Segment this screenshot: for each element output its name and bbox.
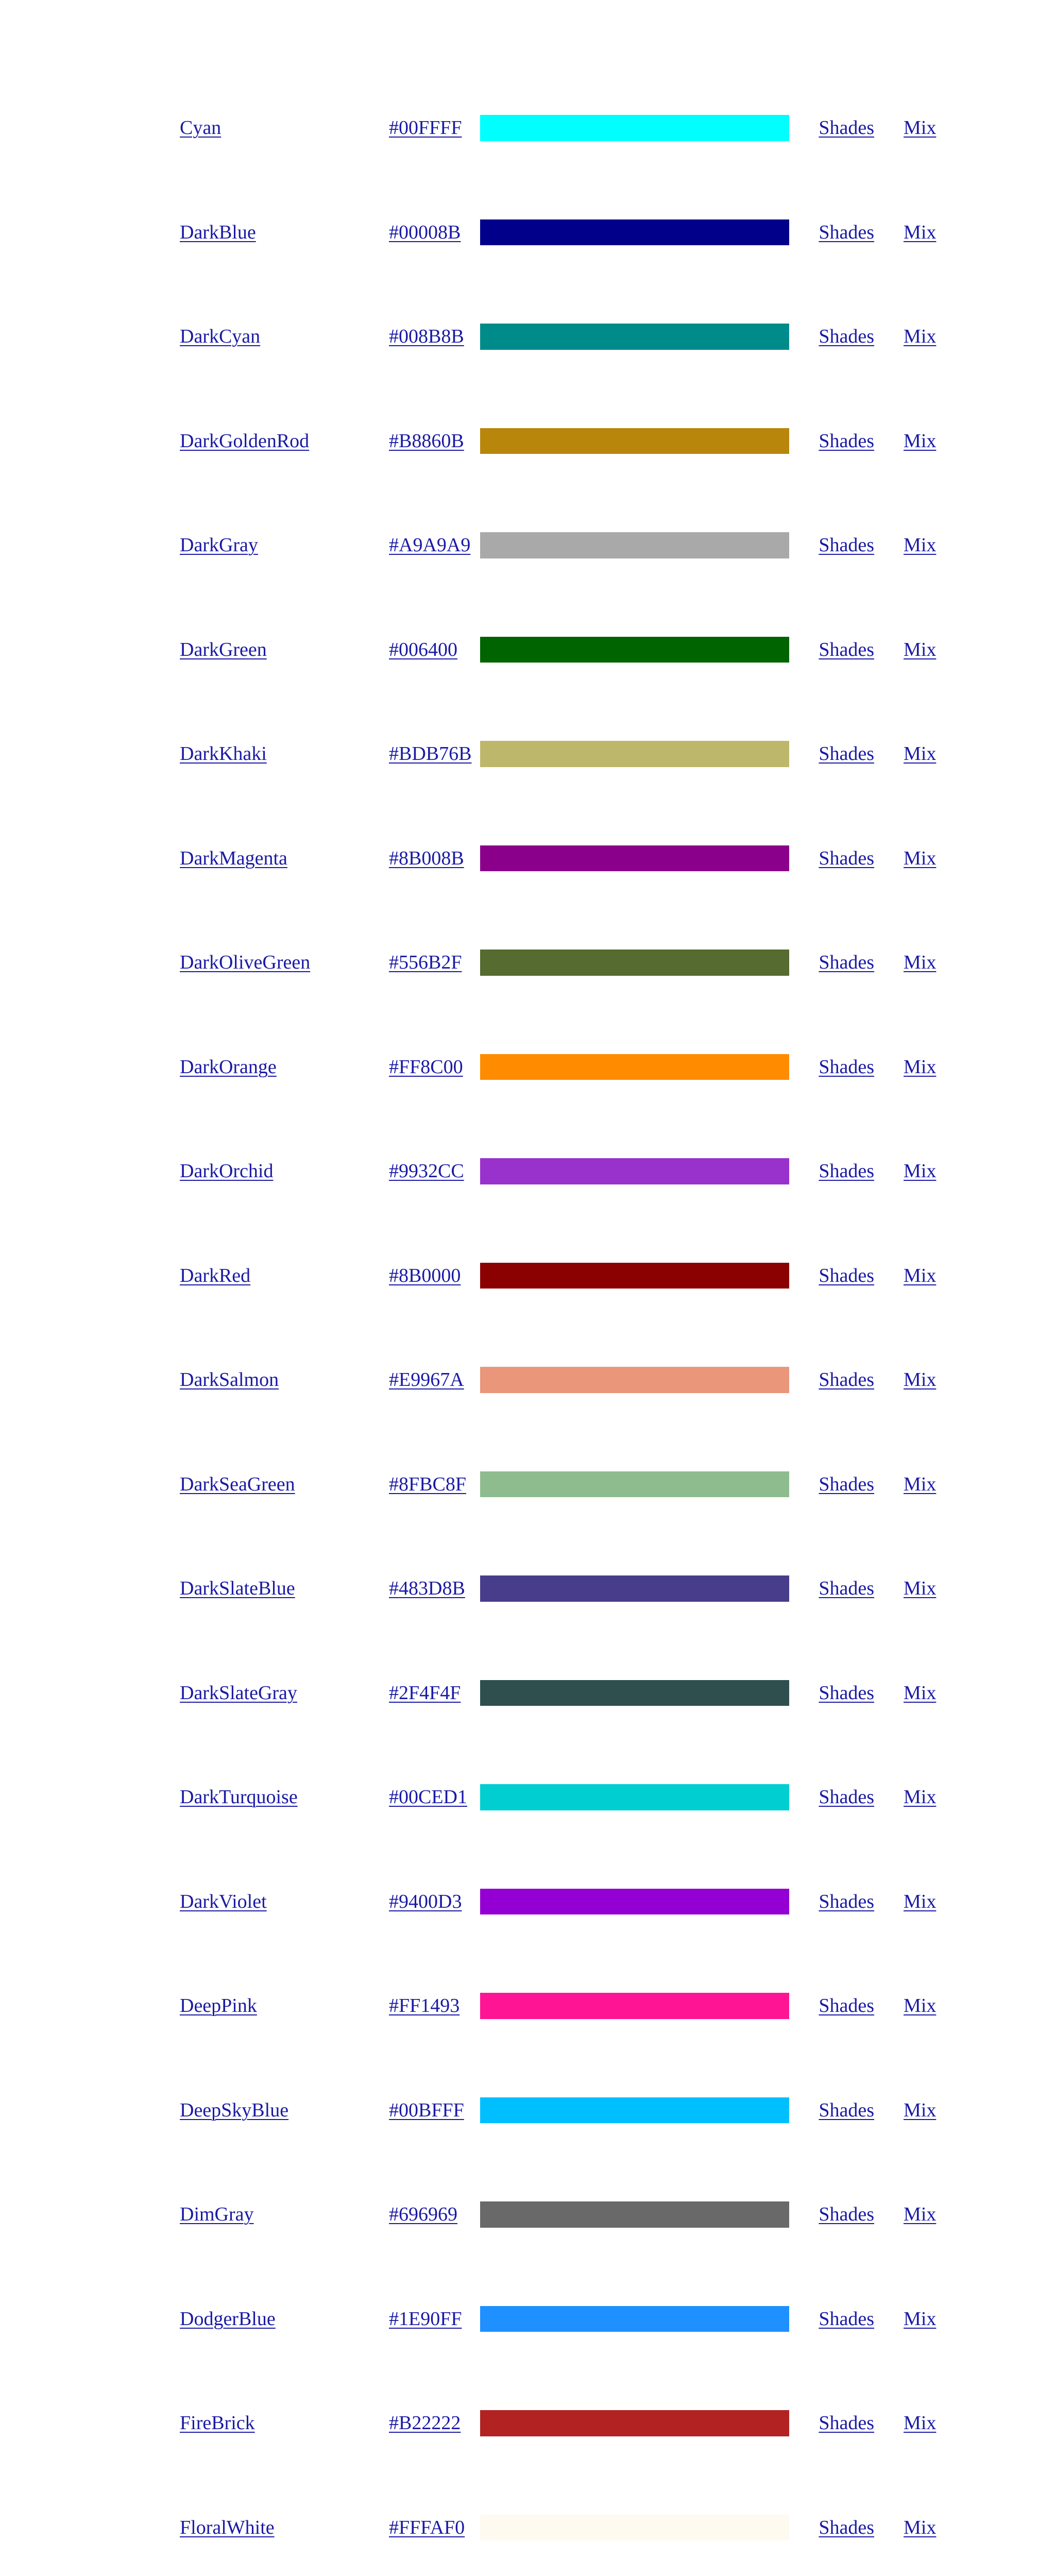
color-hex-cell bbox=[360, 1432, 480, 1537]
color-hex-link[interactable]: #BDB76B bbox=[389, 743, 471, 765]
table-row-darkolivegreen bbox=[150, 910, 936, 1015]
shades-link[interactable]: Shades bbox=[819, 2412, 874, 2434]
color-name-cell bbox=[150, 2371, 360, 2476]
mix-link[interactable]: Mix bbox=[904, 1891, 936, 1912]
color-swatch bbox=[480, 115, 789, 141]
mix-cell bbox=[874, 910, 936, 1015]
table-row-darkslateblue bbox=[150, 1536, 936, 1641]
mix-link[interactable]: Mix bbox=[904, 326, 936, 347]
color-swatch bbox=[480, 2306, 789, 2332]
color-hex-cell bbox=[360, 76, 480, 180]
color-swatch-cell bbox=[480, 2476, 789, 2576]
table-row-dodgerblue bbox=[150, 2267, 936, 2371]
mix-cell bbox=[874, 2162, 936, 2267]
color-swatch-cell bbox=[480, 284, 789, 389]
color-name-link[interactable]: DarkBlue bbox=[180, 222, 256, 243]
color-hex-link[interactable]: #8B0000 bbox=[389, 1265, 461, 1286]
color-hex-cell bbox=[360, 2476, 480, 2576]
color-swatch bbox=[480, 2201, 789, 2228]
shades-cell bbox=[789, 1328, 874, 1432]
color-hex-cell bbox=[360, 1119, 480, 1224]
color-name-link[interactable]: DarkTurquoise bbox=[180, 1786, 298, 1808]
color-hex-link[interactable]: #008B8B bbox=[389, 326, 464, 347]
shades-cell bbox=[789, 910, 874, 1015]
color-hex-cell bbox=[360, 2267, 480, 2371]
color-hex-link[interactable]: #00FFFF bbox=[389, 117, 462, 139]
shades-cell bbox=[789, 2267, 874, 2371]
color-hex-link[interactable]: #B8860B bbox=[389, 430, 464, 452]
table-row-darkturquoise bbox=[150, 1745, 936, 1850]
color-name-link[interactable]: DarkSalmon bbox=[180, 1369, 279, 1391]
color-hex-link[interactable]: #A9A9A9 bbox=[389, 534, 470, 556]
color-swatch-cell bbox=[480, 76, 789, 180]
color-swatch-cell bbox=[480, 1119, 789, 1224]
color-name-cell bbox=[150, 2162, 360, 2267]
table-row-deepskyblue bbox=[150, 2058, 936, 2163]
mix-cell bbox=[874, 2371, 936, 2476]
color-swatch-cell bbox=[480, 493, 789, 598]
table-row-darkmagenta bbox=[150, 806, 936, 911]
shades-cell bbox=[789, 1536, 874, 1641]
color-hex-link[interactable]: #FF1493 bbox=[389, 1995, 460, 2016]
color-name-cell bbox=[150, 1328, 360, 1432]
shades-cell bbox=[789, 702, 874, 806]
color-hex-cell bbox=[360, 180, 480, 285]
color-swatch bbox=[480, 1993, 789, 2019]
mix-cell bbox=[874, 1328, 936, 1432]
mix-link[interactable]: Mix bbox=[904, 117, 936, 139]
color-swatch-cell bbox=[480, 1224, 789, 1328]
mix-link[interactable]: Mix bbox=[904, 430, 936, 452]
color-swatch-cell bbox=[480, 2267, 789, 2371]
mix-link[interactable]: Mix bbox=[904, 222, 936, 243]
color-swatch bbox=[480, 950, 789, 976]
color-swatch-cell bbox=[480, 702, 789, 806]
shades-cell bbox=[789, 1954, 874, 2058]
mix-cell bbox=[874, 1119, 936, 1224]
mix-link[interactable]: Mix bbox=[904, 1265, 936, 1286]
shades-cell bbox=[789, 1015, 874, 1120]
color-name-link[interactable]: DimGray bbox=[180, 2204, 254, 2225]
shades-link[interactable]: Shades bbox=[819, 1578, 874, 1599]
table-row-firebrick bbox=[150, 2371, 936, 2476]
table-row-darkorange bbox=[150, 1015, 936, 1120]
color-swatch bbox=[480, 324, 789, 350]
mix-link[interactable]: Mix bbox=[904, 2204, 936, 2225]
table-row-darkcyan bbox=[150, 284, 936, 389]
table-row-darkgreen bbox=[150, 598, 936, 702]
color-swatch-cell bbox=[480, 1432, 789, 1537]
table-row-cyan bbox=[150, 76, 936, 180]
color-swatch bbox=[480, 1471, 789, 1498]
mix-link[interactable]: Mix bbox=[904, 2517, 936, 2538]
mix-cell bbox=[874, 389, 936, 494]
color-name-link[interactable]: Cyan bbox=[180, 117, 221, 139]
color-name-link[interactable]: DarkGreen bbox=[180, 639, 267, 660]
color-swatch bbox=[480, 637, 789, 663]
shades-link[interactable]: Shades bbox=[819, 1995, 874, 2016]
shades-link[interactable]: Shades bbox=[819, 848, 874, 869]
color-swatch bbox=[480, 1158, 789, 1184]
shades-link[interactable]: Shades bbox=[819, 2099, 874, 2121]
table-row-darkseagreen bbox=[150, 1432, 936, 1537]
mix-cell bbox=[874, 1850, 936, 1954]
color-name-link[interactable]: DarkGray bbox=[180, 534, 258, 556]
mix-cell bbox=[874, 1536, 936, 1641]
color-swatch bbox=[480, 219, 789, 246]
mix-link[interactable]: Mix bbox=[904, 743, 936, 765]
color-name-cell bbox=[150, 806, 360, 911]
table-row-dimgray bbox=[150, 2162, 936, 2267]
mix-cell bbox=[874, 1641, 936, 1745]
color-hex-link[interactable]: #FFFAF0 bbox=[389, 2517, 465, 2538]
color-name-link[interactable]: DeepPink bbox=[180, 1995, 257, 2016]
color-hex-cell bbox=[360, 1745, 480, 1850]
color-hex-link[interactable]: #00CED1 bbox=[389, 1786, 467, 1808]
shades-link[interactable]: Shades bbox=[819, 2308, 874, 2330]
mix-cell bbox=[874, 1015, 936, 1120]
shades-cell bbox=[789, 2058, 874, 2163]
color-swatch-cell bbox=[480, 1328, 789, 1432]
shades-link[interactable]: Shades bbox=[819, 1265, 874, 1286]
shades-link[interactable]: Shades bbox=[819, 1160, 874, 1182]
shades-link[interactable]: Shades bbox=[819, 2204, 874, 2225]
color-hex-cell bbox=[360, 389, 480, 494]
shades-link[interactable]: Shades bbox=[819, 639, 874, 660]
color-swatch bbox=[480, 532, 789, 558]
color-name-link[interactable]: FloralWhite bbox=[180, 2517, 275, 2538]
color-hex-cell bbox=[360, 702, 480, 806]
table-row-darksalmon bbox=[150, 1328, 936, 1432]
color-swatch bbox=[480, 1367, 789, 1393]
color-name-cell bbox=[150, 180, 360, 285]
mix-link[interactable]: Mix bbox=[904, 1578, 936, 1599]
color-hex-link[interactable]: #9932CC bbox=[389, 1160, 464, 1182]
color-name-cell bbox=[150, 2267, 360, 2371]
shades-link[interactable]: Shades bbox=[819, 326, 874, 347]
color-name-cell bbox=[150, 2058, 360, 2163]
mix-cell bbox=[874, 806, 936, 911]
color-hex-link[interactable]: #1E90FF bbox=[389, 2308, 462, 2330]
color-swatch bbox=[480, 1054, 789, 1080]
mix-link[interactable]: Mix bbox=[904, 848, 936, 869]
color-name-cell bbox=[150, 76, 360, 180]
color-hex-cell bbox=[360, 2371, 480, 2476]
color-swatch-cell bbox=[480, 2371, 789, 2476]
color-name-cell bbox=[150, 1224, 360, 1328]
mix-cell bbox=[874, 1745, 936, 1850]
color-swatch bbox=[480, 1575, 789, 1602]
color-hex-cell bbox=[360, 1224, 480, 1328]
color-swatch-cell bbox=[480, 1954, 789, 2058]
color-swatch-cell bbox=[480, 910, 789, 1015]
color-hex-cell bbox=[360, 2162, 480, 2267]
color-hex-cell bbox=[360, 1536, 480, 1641]
mix-link[interactable]: Mix bbox=[904, 2099, 936, 2121]
shades-cell bbox=[789, 493, 874, 598]
table-row-darkred bbox=[150, 1224, 936, 1328]
shades-link[interactable]: Shades bbox=[819, 743, 874, 765]
table-row-darkgoldenrod bbox=[150, 389, 936, 494]
table-row-darkgray bbox=[150, 493, 936, 598]
color-swatch bbox=[480, 2097, 789, 2124]
shades-cell bbox=[789, 1432, 874, 1537]
mix-cell bbox=[874, 1432, 936, 1537]
color-name-link[interactable]: DarkGoldenRod bbox=[180, 430, 309, 452]
mix-cell bbox=[874, 2476, 936, 2576]
shades-link[interactable]: Shades bbox=[819, 1682, 874, 1704]
color-name-cell bbox=[150, 702, 360, 806]
mix-link[interactable]: Mix bbox=[904, 1682, 936, 1704]
color-hex-link[interactable]: #006400 bbox=[389, 639, 457, 660]
mix-cell bbox=[874, 76, 936, 180]
color-hex-link[interactable]: #B22222 bbox=[389, 2412, 461, 2434]
mix-link[interactable]: Mix bbox=[904, 534, 936, 556]
mix-link[interactable]: Mix bbox=[904, 1056, 936, 1078]
color-swatch-cell bbox=[480, 180, 789, 285]
table-row-darkblue bbox=[150, 180, 936, 285]
shades-cell bbox=[789, 2162, 874, 2267]
color-hex-cell bbox=[360, 493, 480, 598]
color-hex-link[interactable]: #FF8C00 bbox=[389, 1056, 463, 1078]
color-name-link[interactable]: DarkMagenta bbox=[180, 848, 287, 869]
color-swatch-cell bbox=[480, 1641, 789, 1745]
color-hex-link[interactable]: #00008B bbox=[389, 222, 461, 243]
color-name-link[interactable]: DarkOliveGreen bbox=[180, 952, 310, 973]
mix-link[interactable]: Mix bbox=[904, 1369, 936, 1391]
color-name-cell bbox=[150, 1432, 360, 1537]
shades-link[interactable]: Shades bbox=[819, 1056, 874, 1078]
shades-cell bbox=[789, 2476, 874, 2576]
color-hex-cell bbox=[360, 1954, 480, 2058]
shades-link[interactable]: Shades bbox=[819, 1473, 874, 1495]
color-swatch bbox=[480, 1680, 789, 1706]
color-hex-cell bbox=[360, 1328, 480, 1432]
color-hex-link[interactable]: #00BFFF bbox=[389, 2099, 464, 2121]
color-hex-cell bbox=[360, 910, 480, 1015]
color-name-link[interactable]: DeepSkyBlue bbox=[180, 2099, 288, 2121]
color-name-cell bbox=[150, 1015, 360, 1120]
color-name-cell bbox=[150, 1119, 360, 1224]
mix-link[interactable]: Mix bbox=[904, 2308, 936, 2330]
color-name-cell bbox=[150, 1536, 360, 1641]
shades-cell bbox=[789, 389, 874, 494]
shades-cell bbox=[789, 2371, 874, 2476]
color-name-link[interactable]: DodgerBlue bbox=[180, 2308, 276, 2330]
table-row-deeppink bbox=[150, 1954, 936, 2058]
color-hex-link[interactable]: #2F4F4F bbox=[389, 1682, 461, 1704]
shades-cell bbox=[789, 1224, 874, 1328]
color-swatch-cell bbox=[480, 2162, 789, 2267]
color-hex-link[interactable]: #556B2F bbox=[389, 952, 462, 973]
table-row-darkviolet bbox=[150, 1850, 936, 1954]
color-swatch-cell bbox=[480, 1536, 789, 1641]
color-name-link[interactable]: DarkOrchid bbox=[180, 1160, 273, 1182]
shades-cell bbox=[789, 284, 874, 389]
mix-link[interactable]: Mix bbox=[904, 2412, 936, 2434]
shades-cell bbox=[789, 180, 874, 285]
mix-cell bbox=[874, 493, 936, 598]
color-name-cell bbox=[150, 493, 360, 598]
mix-cell bbox=[874, 1224, 936, 1328]
color-swatch bbox=[480, 2515, 789, 2541]
color-hex-cell bbox=[360, 1015, 480, 1120]
shades-cell bbox=[789, 76, 874, 180]
shades-link[interactable]: Shades bbox=[819, 1891, 874, 1912]
mix-link[interactable]: Mix bbox=[904, 1473, 936, 1495]
color-hex-cell bbox=[360, 598, 480, 702]
shades-link[interactable]: Shades bbox=[819, 117, 874, 139]
mix-cell bbox=[874, 1954, 936, 2058]
color-name-link[interactable]: FireBrick bbox=[180, 2412, 255, 2434]
shades-link[interactable]: Shades bbox=[819, 1786, 874, 1808]
color-name-cell bbox=[150, 1641, 360, 1745]
mix-cell bbox=[874, 180, 936, 285]
mix-link[interactable]: Mix bbox=[904, 952, 936, 973]
shades-link[interactable]: Shades bbox=[819, 1369, 874, 1391]
shades-cell bbox=[789, 1850, 874, 1954]
color-name-link[interactable]: DarkSlateGray bbox=[180, 1682, 297, 1704]
shades-cell bbox=[789, 1745, 874, 1850]
color-name-link[interactable]: DarkSeaGreen bbox=[180, 1473, 295, 1495]
color-name-link[interactable]: DarkViolet bbox=[180, 1891, 267, 1912]
color-rows bbox=[150, 76, 936, 2576]
color-swatch-cell bbox=[480, 1015, 789, 1120]
color-swatch bbox=[480, 428, 789, 454]
color-swatch-cell bbox=[480, 1850, 789, 1954]
color-name-cell bbox=[150, 389, 360, 494]
mix-cell bbox=[874, 598, 936, 702]
color-name-cell bbox=[150, 1954, 360, 2058]
shades-link[interactable]: Shades bbox=[819, 222, 874, 243]
color-hex-cell bbox=[360, 1850, 480, 1954]
mix-cell bbox=[874, 702, 936, 806]
shades-cell bbox=[789, 598, 874, 702]
color-name-link[interactable]: DarkSlateBlue bbox=[180, 1578, 295, 1599]
color-name-cell bbox=[150, 2476, 360, 2576]
shades-cell bbox=[789, 1641, 874, 1745]
color-hex-link[interactable]: #E9967A bbox=[389, 1369, 464, 1391]
color-swatch bbox=[480, 1784, 789, 1810]
color-swatch-cell bbox=[480, 1745, 789, 1850]
color-name-link[interactable]: DarkCyan bbox=[180, 326, 260, 347]
color-swatch bbox=[480, 1889, 789, 1915]
table-row-darkorchid bbox=[150, 1119, 936, 1224]
shades-link[interactable]: Shades bbox=[819, 534, 874, 556]
color-name-cell bbox=[150, 598, 360, 702]
color-hex-link[interactable]: #483D8B bbox=[389, 1578, 465, 1599]
mix-link[interactable]: Mix bbox=[904, 1786, 936, 1808]
color-name-cell bbox=[150, 284, 360, 389]
color-name-cell bbox=[150, 1850, 360, 1954]
color-name-link[interactable]: DarkOrange bbox=[180, 1056, 277, 1078]
color-hex-cell bbox=[360, 284, 480, 389]
mix-link[interactable]: Mix bbox=[904, 1995, 936, 2016]
color-hex-link[interactable]: #8B008B bbox=[389, 848, 464, 869]
shades-cell bbox=[789, 1119, 874, 1224]
shades-cell bbox=[789, 806, 874, 911]
color-swatch bbox=[480, 1263, 789, 1289]
color-swatch-cell bbox=[480, 389, 789, 494]
mix-cell bbox=[874, 284, 936, 389]
table-row-darkkhaki bbox=[150, 702, 936, 806]
table-row-darkslategray bbox=[150, 1641, 936, 1745]
color-hex-link[interactable]: #696969 bbox=[389, 2204, 457, 2225]
color-swatch bbox=[480, 845, 789, 872]
color-swatch bbox=[480, 2410, 789, 2436]
shades-link[interactable]: Shades bbox=[819, 2517, 874, 2538]
color-name-link[interactable]: DarkRed bbox=[180, 1265, 250, 1286]
shades-link[interactable]: Shades bbox=[819, 430, 874, 452]
color-swatch bbox=[480, 741, 789, 767]
color-swatch-cell bbox=[480, 598, 789, 702]
color-hex-link[interactable]: #9400D3 bbox=[389, 1891, 462, 1912]
color-swatch-cell bbox=[480, 2058, 789, 2163]
mix-link[interactable]: Mix bbox=[904, 1160, 936, 1182]
color-name-cell bbox=[150, 1745, 360, 1850]
shades-link[interactable]: Shades bbox=[819, 952, 874, 973]
color-name-cell bbox=[150, 910, 360, 1015]
color-swatch-cell bbox=[480, 806, 789, 911]
color-name-link[interactable]: DarkKhaki bbox=[180, 743, 267, 765]
color-hex-cell bbox=[360, 1641, 480, 1745]
color-table bbox=[150, 76, 936, 2576]
color-hex-link[interactable]: #8FBC8F bbox=[389, 1473, 466, 1495]
mix-cell bbox=[874, 2267, 936, 2371]
mix-link[interactable]: Mix bbox=[904, 639, 936, 660]
color-hex-cell bbox=[360, 806, 480, 911]
table-row-floralwhite bbox=[150, 2476, 936, 2576]
color-hex-cell bbox=[360, 2058, 480, 2163]
mix-cell bbox=[874, 2058, 936, 2163]
